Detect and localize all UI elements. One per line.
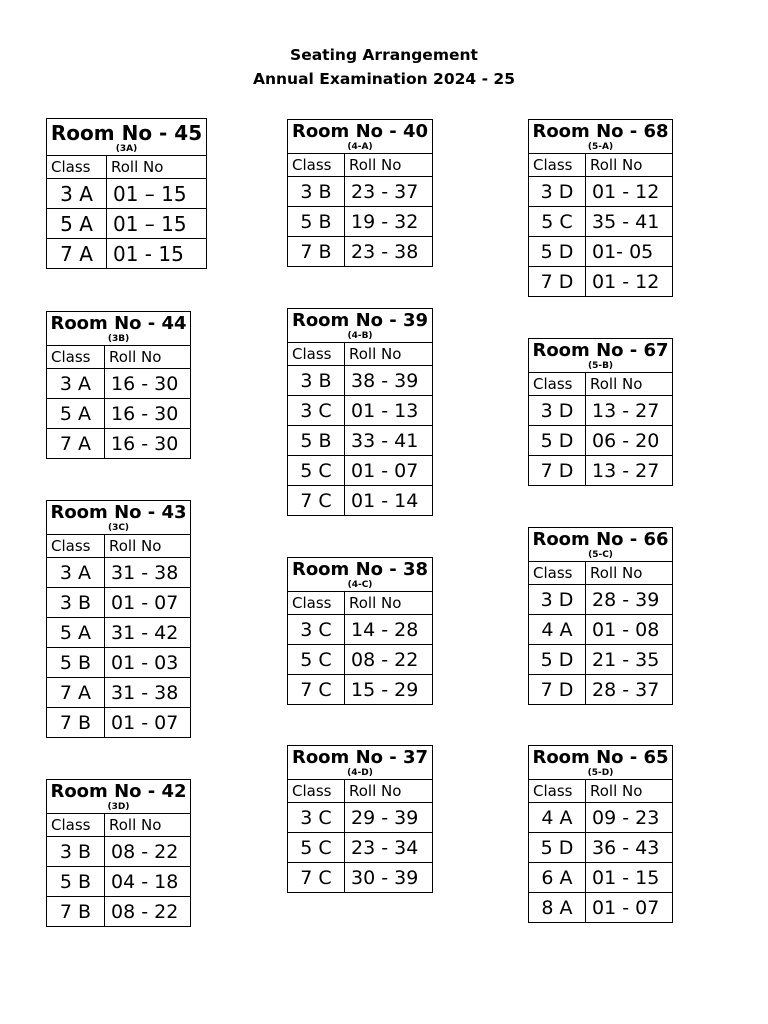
class-column-header: Class [288, 343, 345, 366]
roll-cell: 23 - 37 [345, 177, 433, 207]
class-column-header: Class [47, 814, 105, 837]
room-name: Room No - 45 [50, 121, 203, 145]
table-row [288, 615, 433, 645]
table-row [288, 456, 433, 486]
table-row [529, 615, 673, 645]
roll-cell: 28 - 39 [586, 585, 673, 615]
table-row [529, 803, 673, 833]
room-section: (4-B) [347, 331, 373, 341]
class-cell: 7 C [288, 486, 345, 516]
table-row [47, 399, 191, 429]
class-cell: 5 B [47, 867, 105, 897]
roll-cell: 01 - 03 [105, 648, 191, 678]
room-section: (3C) [107, 523, 130, 533]
class-cell: 7 B [288, 237, 345, 267]
class-cell: 3 B [288, 366, 345, 396]
room-table-room-no-40 [287, 119, 433, 267]
room-heading [47, 780, 191, 814]
room-heading [47, 119, 207, 156]
class-cell: 4 A [529, 615, 586, 645]
table-row [288, 863, 433, 893]
room-heading [288, 309, 433, 343]
roll-column-header: Roll No [105, 814, 191, 837]
class-column-header: Class [47, 346, 105, 369]
class-cell: 5 A [47, 209, 107, 239]
roll-cell: 01 – 15 [107, 179, 207, 209]
class-cell: 7 C [288, 863, 345, 893]
table-row [47, 867, 191, 897]
roll-column-header: Roll No [345, 343, 433, 366]
roll-column-header: Roll No [105, 346, 191, 369]
room-table-room-no-68 [528, 119, 673, 297]
room-name: Room No - 43 [50, 502, 187, 523]
class-cell: 7 D [529, 267, 586, 297]
table-row [47, 618, 191, 648]
class-cell: 3 D [529, 396, 586, 426]
class-cell: 3 A [47, 369, 105, 399]
class-cell: 3 A [47, 179, 107, 209]
roll-cell: 01 - 13 [345, 396, 433, 426]
table-row [288, 675, 433, 705]
room-table-room-no-39 [287, 308, 433, 516]
room-section: (3A) [115, 144, 138, 154]
roll-cell: 16 - 30 [105, 429, 191, 459]
roll-cell: 31 - 38 [105, 678, 191, 708]
title-line-1: Seating Arrangement [290, 46, 478, 64]
room-section: (3B) [107, 334, 130, 344]
room-section: (4-C) [347, 580, 373, 590]
room-heading [529, 339, 673, 373]
room-name: Room No - 66 [532, 529, 669, 550]
room-section: (5-B) [587, 361, 614, 371]
table-row [288, 833, 433, 863]
class-cell: 5 A [47, 618, 105, 648]
class-cell: 5 C [529, 207, 586, 237]
class-column-header: Class [529, 373, 586, 396]
roll-cell: 36 - 43 [586, 833, 673, 863]
roll-cell: 30 - 39 [345, 863, 433, 893]
roll-cell: 09 - 23 [586, 803, 673, 833]
table-row [529, 456, 673, 486]
room-section: (5-A) [587, 142, 614, 152]
roll-cell: 04 - 18 [105, 867, 191, 897]
room-table-room-no-65 [528, 745, 673, 923]
room-heading [529, 746, 673, 780]
roll-cell: 01 – 15 [107, 209, 207, 239]
room-name: Room No - 40 [291, 121, 429, 142]
roll-cell: 01 - 07 [105, 588, 191, 618]
table-row [529, 833, 673, 863]
title-line-2: Annual Examination 2024 - 25 [252, 70, 515, 88]
table-row [529, 893, 673, 923]
roll-column-header: Roll No [345, 780, 433, 803]
class-cell: 5 C [288, 833, 345, 863]
table-row [288, 486, 433, 516]
room-table-room-no-43 [46, 500, 191, 738]
room-name: Room No - 67 [532, 340, 669, 361]
class-column-header: Class [47, 535, 105, 558]
class-column-header: Class [288, 154, 345, 177]
roll-cell: 33 - 41 [345, 426, 433, 456]
table-row [529, 675, 673, 705]
class-cell: 3 C [288, 803, 345, 833]
roll-cell: 15 - 29 [345, 675, 433, 705]
class-cell: 3 A [47, 558, 105, 588]
roll-cell: 13 - 27 [586, 456, 673, 486]
table-row [529, 396, 673, 426]
table-row [529, 177, 673, 207]
room-name: Room No - 42 [50, 781, 187, 802]
table-row [47, 837, 191, 867]
room-table-room-no-66 [528, 527, 673, 705]
room-section: (5-C) [588, 550, 613, 560]
class-cell: 3 B [47, 588, 105, 618]
roll-cell: 01 - 15 [107, 239, 207, 269]
class-cell: 3 D [529, 585, 586, 615]
class-cell: 8 A [529, 893, 586, 923]
roll-cell: 01- 05 [586, 237, 673, 267]
roll-column-header: Roll No [105, 535, 191, 558]
room-table-room-no-67 [528, 338, 673, 486]
table-row [288, 803, 433, 833]
class-cell: 3 D [529, 177, 586, 207]
roll-column-header: Roll No [586, 780, 673, 803]
class-cell: 7 A [47, 678, 105, 708]
room-name: Room No - 65 [532, 747, 669, 768]
room-heading [529, 528, 673, 562]
roll-cell: 01 - 07 [105, 708, 191, 738]
table-row [47, 648, 191, 678]
class-cell: 5 B [288, 426, 345, 456]
roll-cell: 21 - 35 [586, 645, 673, 675]
roll-cell: 16 - 30 [105, 399, 191, 429]
class-cell: 4 A [529, 803, 586, 833]
roll-cell: 01 - 14 [345, 486, 433, 516]
class-cell: 3 B [47, 837, 105, 867]
class-cell: 5 A [47, 399, 105, 429]
roll-cell: 08 - 22 [105, 837, 191, 867]
class-cell: 5 B [47, 648, 105, 678]
table-row [288, 426, 433, 456]
table-row [47, 708, 191, 738]
class-column-header: Class [529, 780, 586, 803]
class-cell: 5 D [529, 833, 586, 863]
table-row [47, 558, 191, 588]
room-heading [529, 120, 673, 154]
roll-cell: 01 - 12 [586, 177, 673, 207]
roll-cell: 23 - 38 [345, 237, 433, 267]
room-section: (4-A) [347, 142, 373, 152]
table-row [47, 179, 207, 209]
class-cell: 5 D [529, 426, 586, 456]
room-heading [47, 501, 191, 535]
room-name: Room No - 37 [291, 747, 429, 768]
table-row [529, 267, 673, 297]
table-row [529, 237, 673, 267]
table-row [529, 645, 673, 675]
roll-column-header: Roll No [107, 156, 207, 179]
room-table-room-no-42 [46, 779, 191, 927]
class-cell: 3 B [288, 177, 345, 207]
room-name: Room No - 39 [291, 310, 429, 331]
roll-cell: 08 - 22 [345, 645, 433, 675]
class-column-header: Class [288, 780, 345, 803]
roll-cell: 31 - 38 [105, 558, 191, 588]
class-cell: 3 C [288, 396, 345, 426]
roll-cell: 19 - 32 [345, 207, 433, 237]
roll-cell: 35 - 41 [586, 207, 673, 237]
table-row [47, 239, 207, 269]
room-table-room-no-38 [287, 557, 433, 705]
room-name: Room No - 68 [532, 121, 669, 142]
roll-cell: 16 - 30 [105, 369, 191, 399]
table-row [47, 678, 191, 708]
roll-cell: 01 - 15 [586, 863, 673, 893]
roll-column-header: Roll No [586, 154, 673, 177]
room-table-room-no-44 [46, 311, 191, 459]
room-section: (5-D) [587, 768, 614, 778]
roll-column-header: Roll No [345, 154, 433, 177]
roll-cell: 28 - 37 [586, 675, 673, 705]
room-section: (4-D) [347, 768, 373, 778]
table-row [288, 177, 433, 207]
table-row [288, 645, 433, 675]
roll-cell: 06 - 20 [586, 426, 673, 456]
class-cell: 7 B [47, 708, 105, 738]
class-cell: 5 B [288, 207, 345, 237]
class-cell: 7 D [529, 675, 586, 705]
room-table-room-no-37 [287, 745, 433, 893]
class-cell: 5 C [288, 456, 345, 486]
table-row [288, 396, 433, 426]
table-row [529, 863, 673, 893]
table-row [288, 237, 433, 267]
table-row [47, 897, 191, 927]
roll-column-header: Roll No [345, 592, 433, 615]
table-row [47, 429, 191, 459]
roll-cell: 14 - 28 [345, 615, 433, 645]
class-column-header: Class [529, 562, 586, 585]
roll-column-header: Roll No [586, 562, 673, 585]
table-row [529, 426, 673, 456]
class-cell: 6 A [529, 863, 586, 893]
roll-cell: 38 - 39 [345, 366, 433, 396]
class-cell: 3 C [288, 615, 345, 645]
class-column-header: Class [47, 156, 107, 179]
room-name: Room No - 44 [50, 313, 187, 334]
room-table-room-no-45 [46, 118, 207, 269]
table-row [288, 207, 433, 237]
room-section: (3D) [107, 802, 130, 812]
table-row [529, 207, 673, 237]
class-cell: 7 B [47, 897, 105, 927]
roll-cell: 31 - 42 [105, 618, 191, 648]
class-cell: 7 A [47, 429, 105, 459]
table-row [47, 209, 207, 239]
room-heading [47, 312, 191, 346]
room-heading [288, 558, 433, 592]
roll-cell: 01 - 12 [586, 267, 673, 297]
roll-cell: 08 - 22 [105, 897, 191, 927]
class-cell: 7 A [47, 239, 107, 269]
room-heading [288, 746, 433, 780]
table-row [47, 369, 191, 399]
roll-cell: 29 - 39 [345, 803, 433, 833]
class-cell: 5 D [529, 237, 586, 267]
table-row [47, 588, 191, 618]
room-heading [288, 120, 433, 154]
roll-cell: 01 - 07 [586, 893, 673, 923]
class-cell: 7 C [288, 675, 345, 705]
roll-column-header: Roll No [586, 373, 673, 396]
room-name: Room No - 38 [291, 559, 429, 580]
table-row [288, 366, 433, 396]
class-cell: 5 D [529, 645, 586, 675]
class-cell: 5 C [288, 645, 345, 675]
roll-cell: 01 - 08 [586, 615, 673, 645]
class-column-header: Class [288, 592, 345, 615]
roll-cell: 13 - 27 [586, 396, 673, 426]
class-column-header: Class [529, 154, 586, 177]
table-row [529, 585, 673, 615]
roll-cell: 23 - 34 [345, 833, 433, 863]
roll-cell: 01 - 07 [345, 456, 433, 486]
class-cell: 7 D [529, 456, 586, 486]
